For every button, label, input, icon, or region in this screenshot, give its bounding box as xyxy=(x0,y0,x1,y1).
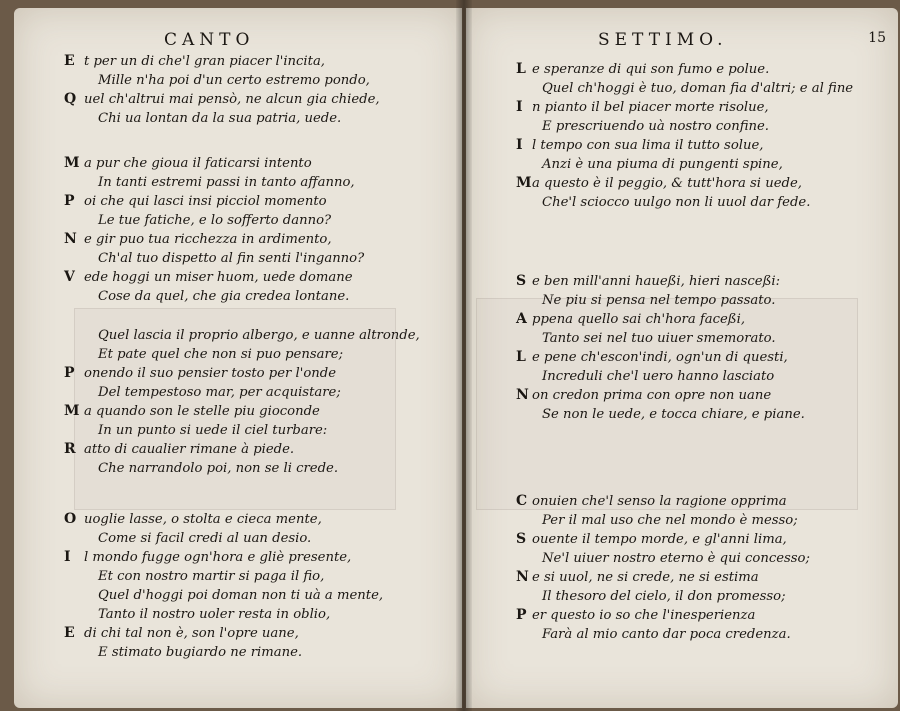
verse-text: n pianto il bel piacer morte risolue, xyxy=(532,100,769,115)
verse-initial: P xyxy=(64,365,75,381)
verse-line xyxy=(14,52,462,71)
verse-text: E stimato bugiardo ne rimane. xyxy=(98,645,303,660)
verse-initial: I xyxy=(516,137,523,153)
verse-initial: O xyxy=(64,511,77,527)
verse-text: In tanti estremi passi in tanto affanno, xyxy=(98,175,355,190)
verse-text: Farà al mio canto dar poca credenza. xyxy=(542,627,791,642)
stanza-2 xyxy=(14,154,462,306)
verse-line xyxy=(466,625,898,644)
verse-initial: R xyxy=(64,441,76,457)
verse-text: Quel ch'hoggi è tuo, doman fia d'altri; e al fine xyxy=(542,81,854,96)
verse-text: oi che qui lasci insi picciol momento xyxy=(84,194,327,209)
verse-line xyxy=(466,79,898,98)
verse-line xyxy=(14,249,462,268)
verse-text: onuien che'l senso la ragione opprima xyxy=(532,494,787,509)
verse-line xyxy=(14,624,462,643)
verse-line xyxy=(466,174,898,193)
verse-text: on credon prima con opre non uane xyxy=(532,388,772,403)
verse-text: l mondo fugge ogn'hora e gliè presente, xyxy=(84,550,352,565)
verse-line xyxy=(14,192,462,211)
verse-text: a pur che gioua il faticarsi intento xyxy=(84,156,312,171)
verse-text: Increduli che'l uero hanno lasciato xyxy=(542,369,775,384)
verse-line xyxy=(466,272,898,291)
verse-initial: V xyxy=(64,269,75,285)
verse-text: Ch'al tuo dispetto al fin senti l'inganno? xyxy=(98,251,365,266)
verse-text: Come si facil credi al uan desio. xyxy=(98,531,312,546)
stanza-6 xyxy=(466,272,898,424)
verse-line xyxy=(14,287,462,306)
verse-line xyxy=(14,383,462,402)
verse-text: di chi tal non è, son l'opre uane, xyxy=(84,626,299,641)
verse-line xyxy=(14,154,462,173)
verse-text: Anzi è una piuma di pungenti spine, xyxy=(542,157,783,172)
verse-text: E prescriuendo uà nostro confine. xyxy=(542,119,769,134)
verse-line xyxy=(14,605,462,624)
verse-line xyxy=(466,606,898,625)
stanza-3 xyxy=(14,326,462,478)
verse-initial: M xyxy=(64,155,80,171)
verse-text: In un punto si uede il ciel turbare: xyxy=(98,423,328,438)
stanza-4 xyxy=(14,510,462,662)
verse-line xyxy=(14,440,462,459)
verse-line xyxy=(466,549,898,568)
verse-initial: M xyxy=(516,175,532,191)
verse-line xyxy=(14,173,462,192)
verse-line xyxy=(14,364,462,383)
stanza-1 xyxy=(14,52,462,128)
verse-text: Quel lascia il proprio albergo, e uanne altronde, xyxy=(98,328,420,343)
verse-text: t per un di che'l gran piacer l'incita, xyxy=(84,54,325,69)
verse-initial: P xyxy=(516,607,527,623)
verse-line xyxy=(14,402,462,421)
page-number: 15 xyxy=(868,30,886,46)
stanza-5 xyxy=(466,60,898,212)
verse-text: e si uuol, ne si crede, ne si estima xyxy=(532,570,759,585)
verse-line xyxy=(14,586,462,605)
verse-initial: P xyxy=(64,193,75,209)
verse-line xyxy=(14,510,462,529)
verse-text: a questo è il peggio, & tutt'hora si uede, xyxy=(532,176,802,191)
verse-line xyxy=(466,155,898,174)
verse-line xyxy=(466,310,898,329)
verse-line xyxy=(466,568,898,587)
verse-text: Et con nostro martir si paga il fio, xyxy=(98,569,325,584)
verse-text: Tanto il nostro uoler resta in oblio, xyxy=(98,607,331,622)
verse-text: er questo io so che l'inesperienza xyxy=(532,608,756,623)
verse-text: Che narrandolo poi, non se li crede. xyxy=(98,461,339,476)
verse-line xyxy=(466,329,898,348)
verse-initial: S xyxy=(516,531,527,547)
verse-line xyxy=(14,345,462,364)
verse-text: Et pate quel che non si puo pensare; xyxy=(98,347,344,362)
verse-text: Cose da quel, che gia credea lontane. xyxy=(98,289,350,304)
verse-line xyxy=(466,530,898,549)
verse-initial: N xyxy=(516,387,529,403)
verse-line xyxy=(14,211,462,230)
verse-line xyxy=(14,230,462,249)
verse-text: Che'l sciocco uulgo non li uuol dar fede. xyxy=(542,195,811,210)
verse-initial: E xyxy=(64,53,75,69)
verse-line xyxy=(14,268,462,287)
verse-text: Ne'l uiuer nostro eterno è qui concesso; xyxy=(542,551,810,566)
verse-text: e ben mill'anni haueßi, hieri nasceßi: xyxy=(532,274,781,289)
verse-initial: C xyxy=(516,493,528,509)
verse-text: ppena quello sai ch'hora faceßi, xyxy=(532,312,746,327)
verse-text: Il thesoro del cielo, il don promesso; xyxy=(542,589,786,604)
verse-line xyxy=(14,326,462,345)
verse-initial: M xyxy=(64,403,80,419)
verse-initial: I xyxy=(64,549,71,565)
verse-line xyxy=(466,511,898,530)
verse-line xyxy=(466,367,898,386)
verse-line xyxy=(14,71,462,90)
verse-text: Se non le uede, e tocca chiare, e piane. xyxy=(542,407,805,422)
verse-text: onendo il suo pensier tosto per l'onde xyxy=(84,366,337,381)
stanza-7 xyxy=(466,492,898,644)
running-head-left: CANTO xyxy=(164,30,255,50)
verse-line xyxy=(14,643,462,662)
verse-line xyxy=(466,405,898,424)
verse-text: Le tue fatiche, e lo sofferto danno? xyxy=(98,213,332,228)
verse-text: Tanto sei nel tuo uiuer smemorato. xyxy=(542,331,776,346)
verse-line xyxy=(14,109,462,128)
verse-line xyxy=(14,421,462,440)
verse-initial: E xyxy=(64,625,75,641)
verse-initial: L xyxy=(516,61,526,77)
verse-line xyxy=(466,117,898,136)
verse-initial: I xyxy=(516,99,523,115)
verse-text: uel ch'altrui mai pensò, ne alcun gia chiede, xyxy=(84,92,380,107)
verse-line xyxy=(466,587,898,606)
verse-line xyxy=(14,567,462,586)
verse-text: Mille n'ha poi d'un certo estremo pondo, xyxy=(98,73,370,88)
verse-line xyxy=(14,548,462,567)
verse-line xyxy=(466,492,898,511)
verse-text: Ne piu si pensa nel tempo passato. xyxy=(542,293,776,308)
verse-text: Chi ua lontan da la sua patria, uede. xyxy=(98,111,342,126)
verse-line xyxy=(466,386,898,405)
verse-text: a quando son le stelle piu gioconde xyxy=(84,404,320,419)
verse-text: Del tempestoso mar, per acquistare; xyxy=(98,385,341,400)
verse-initial: N xyxy=(516,569,529,585)
verse-line xyxy=(466,193,898,212)
book-gutter xyxy=(456,0,472,711)
verse-initial: L xyxy=(516,349,526,365)
left-page xyxy=(14,8,462,708)
verse-line xyxy=(14,459,462,478)
verse-line xyxy=(14,90,462,109)
verse-line xyxy=(466,136,898,155)
right-page xyxy=(466,8,898,708)
verse-text: atto di caualier rimane à piede. xyxy=(84,442,295,457)
verse-line xyxy=(14,529,462,548)
verse-text: ouente il tempo morde, e gl'anni lima, xyxy=(532,532,787,547)
verse-line xyxy=(466,291,898,310)
running-head-right: SETTIMO. xyxy=(598,30,728,50)
verse-text: e pene ch'escon'indi, ogn'un di questi, xyxy=(532,350,788,365)
verse-text: uoglie lasse, o stolta e cieca mente, xyxy=(84,512,322,527)
verse-initial: A xyxy=(516,311,527,327)
verse-text: e speranze di qui son fumo e polue. xyxy=(532,62,770,77)
verse-text: l tempo con sua lima il tutto solue, xyxy=(532,138,764,153)
verse-line xyxy=(466,60,898,79)
verse-line xyxy=(466,348,898,367)
verse-text: Per il mal uso che nel mondo è messo; xyxy=(542,513,798,528)
verse-initial: Q xyxy=(64,91,77,107)
verse-initial: S xyxy=(516,273,527,289)
verse-line xyxy=(466,98,898,117)
verse-text: ede hoggi un miser huom, uede domane xyxy=(84,270,353,285)
verse-text: Quel d'hoggi poi doman non ti uà a mente, xyxy=(98,588,384,603)
verse-initial: N xyxy=(64,231,77,247)
verse-text: e gir puo tua ricchezza in ardimento, xyxy=(84,232,332,247)
